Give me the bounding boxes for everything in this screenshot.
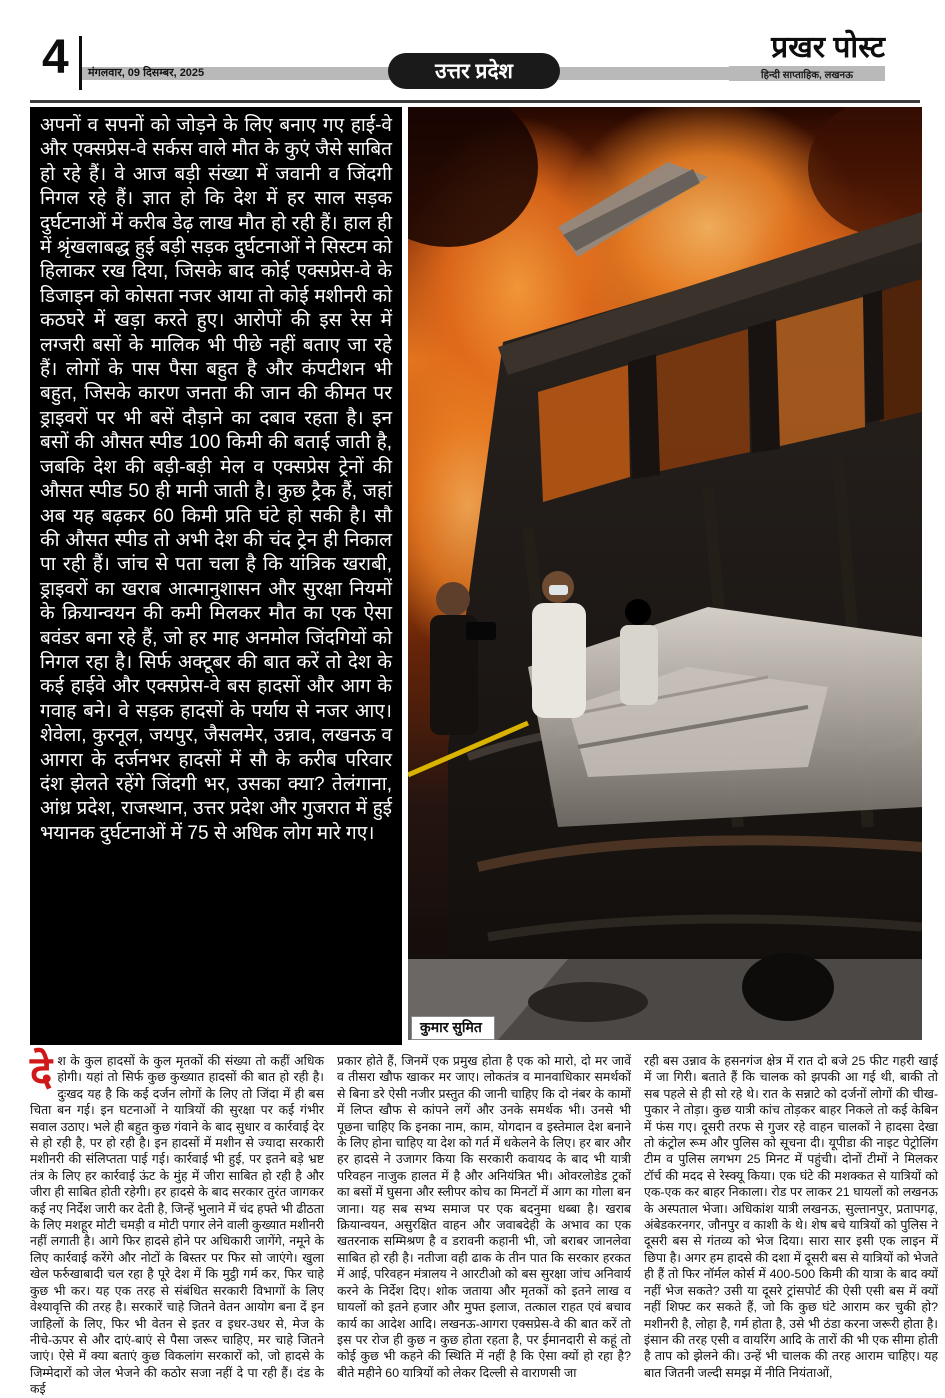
page-number: 4: [42, 31, 67, 84]
bottom-column-1-text: श के कुल हादसों के कुल मृतकों की संख्या तो कहीं अधिक होगी। यहां तो सिर्फ कुछ कुख्यात हादसों की बात हो रही है। दुःखद यह है कि कई दर्जन लोगों के लिए तो जिंदा में ही बस चिता बन गई। इन घटनाओं ने यात्रियों की सुरक्षा पर कई गंभीर सवाल उठाए। भले ही बहुत कुछ गंवाने के बाद सुधार व कार्रवाई देर से हो रही है, पर हो रही है। इन हादसों में मशीन से ज्यादा सरकारी मशीनरी की संलिप्तता पाई गई। कार्रवाई भी हुई, पर इतने बड़े भ्रष्ट तंत्र के लिए हर कार्रवाई ऊंट के मुंह में जीरा साबित हो रही है और जीरा ही साबित होती रहेगी। हर हादसे के बाद सरकार तुरंत जागकर कई नए निर्देश जारी कर देती है, जिन्हें भुलाने में चंद हफ्ते भी ढीठता के लिए मशहूर मोटी चमड़ी व मोटी पगार लेने वाली कुख्यात मशीनरी नहीं लगाती है। आगे फिर हादसे होने पर अधिकारी जागेंगे, नमूने के लिए कार्रवाई करेंगे और नोटों के बिस्तर पर फिर सो जाएंगे। खुला खेल फर्रुखाबादी चल रहा है पूरे देश में कि मुट्ठी गर्म कर, फिर चाहे कुछ भी कर। यह एक तरह से संबंधित सरकारी विभागों के लिए वेश्यावृत्ति की तरह है। सरकारें चाहे जितने वेतन आयोग बना दें इन जाहिलों के लिए, फिर भी वेतन से इतर व इधर-उधर से, मेज के नीचे-ऊपर से और दाएं-बाएं से पैसा जरूर चाहिए, मर चाहे जितने जाएं। ऐसे में क्या बताएं कुछ विकलांग सरकारों को, जो हादसे के जिम्मेदारों को जेल भेजने की कठोर सजा नहीं दे पा रही हैं। दंड के कई: [30, 1054, 324, 1397]
photo-credit: कुमार सुमित: [411, 1016, 495, 1040]
bottom-column-1: [30, 1048, 324, 1398]
dropcap: दे: [30, 1048, 53, 1095]
page-number-divider: [79, 36, 82, 90]
bus-fire-photo-art: [408, 107, 922, 1040]
bottom-column-3: [644, 1053, 938, 1398]
bottom-column-2: [337, 1053, 631, 1398]
masthead-subtitle-chip: [729, 66, 885, 81]
lead-article-text: अपनों व सपनों को जोड़ने के लिए बनाए गए हाई-वे और एक्सप्रेस-वे सर्कस वाले मौत के कुएं जैसे साबित हो रहे हैं। वे आज बड़ी संख्या में जवानी व जिंदगी निगल रहे हैं। ज्ञात हो कि देश में हर साल सड़क दुर्घटनाओं में करीब डेढ़ लाख मौत हो रही हैं। हाल ही में श्रृंखलाबद्ध हुई बड़ी सड़क दुर्घटनाओं ने सिस्टम को हिलाकर रख दिया, जिसके बाद कोई एक्सप्रेस-वे के डिजाइन को कोसता नजर आया तो कोई मशीनरी को कठघरे में खड़ा करते हुए। आरोपों की इस रेस में लग्जरी बसों के मालिक भी पीछे नहीं बताए जा रहे हैं। लोगों के पास पैसा बहुत है और कंपटीशन भी बहुत, जिसके कारण जनता की जान की कीमत पर ड्राइवरों पर भी बसें दौड़ाने का दबाव रहता है। इन बसों की औसत स्पीड 100 किमी की बताई जाती है, जबकि देश की बड़ी-बड़ी मेल व एक्सप्रेस ट्रेनों की औसत स्पीड 50 ही मानी जाती है। कुछ ट्रैक हैं, जहां अब यह बढ़कर 60 किमी प्रति घंटे हो सकी है। सौ की औसत स्पीड तो अभी देश की चंद ट्रेन ही निकाल पा रही हैं। जांच से पता चला है कि यांत्रिक खराबी, ड्राइवरों का खराब आत्मानुशासन और सुरक्षा नियमों के क्रियान्वयन की कमी मिलकर मौत का एक ऐसा बवंडर बना रहे हैं, जो हर माह अनमोल जिंदगियों को निगल रहा है। सिर्फ अक्टूबर की बात करें तो देश के कई हाईवे और एक्सप्रेस-वे बस हादसों और आग के गवाह बने। वे सड़क हादसों के पर्याय से नजर आए। शेवेला, कुरनूल, जयपुर, जैसलमेर, उन्नाव, लखनऊ व आगरा के दर्जनभर हादसों में सौ के करीब परिवार दंश झेलते रहेंगे जिंदगी भर, उसका क्या? तेलंगाना, आंध्र प्रदेश, राजस्थान, उत्तर प्रदेश और गुजरात में हुई भयानक दुर्घटनाओं में 75 से अधिक लोग मारे गए।: [40, 115, 392, 844]
bus-fire-photo: [408, 107, 922, 1040]
masthead-title: प्रखर पोस्ट: [771, 31, 885, 64]
bottom-column-3-text: रही बस उन्नाव के हसनगंज क्षेत्र में रात दो बजे 25 फीट गहरी खाई में जा गिरी। बताते हैं कि चालक को झपकी आ गई थी, बाकी तो सब पहले से ही सो रहे थे। रात के सन्नाटे को दर्जनों लोगों की चीख-पुकार ने तोड़ा। कुछ यात्री कांच तोड़कर बाहर निकले तो कई केबिन में फंस गए। दूसरी तरफ से गुजर रहे वाहन चालकों ने हादसा देखा तो कंट्रोल रूम और पुलिस को सूचना दी। यूपीडा की नाइट पेट्रोलिंग टीम व पुलिस लगभग 25 मिनट में पहुंची। दोनों टीमों ने मिलकर टॉर्च की मदद से रेस्क्यू किया। एक घंटे की मशक्कत से यात्रियों को एक-एक कर बाहर निकाला। रोड पर लाकर 21 घायलों को लखनऊ के अस्पताल भेजा। अधिकांश यात्री लखनऊ, सुल्तानपुर, प्रतापगढ़, अंबेडकरनगर, जौनपुर व काशी के थे। शेष बचे यात्रियों को पुलिस ने दूसरी बस से गंतव्य को भेज दिया। सारा सार इसी एक लाइन में छिपा है। अगर हम हादसे की दशा में दूसरी बस से यात्रियों को भेजते ही हैं तो फिर नॉर्मल कोर्स में 400-500 किमी की यात्रा के बाद क्यों नहीं भेज सकते? उसी या दूसरे ट्रांसपोर्ट की ऐसी एसी बस में क्यों नहीं शिफ्ट कर सकते हैं, जो कि कुछ घंटे आराम कर चुकी हो? मशीनरी है, लोहा है, गर्म होता है, उसे भी ठंडा करना जरूरी होता है। इंसान की तरह एसी व वायरिंग आदि के तारों की भी एक सीमा होती है ताप को झेलने की। उन्हें भी चालक की तरह आराम चाहिए। यह बात जितनी जल्दी समझ में नीति नियंताओं,: [644, 1054, 938, 1380]
bottom-column-2-text: प्रकार होते हैं, जिनमें एक प्रमुख होता है एक को मारो, दो मर जावें व तीसरा खौफ खाकर मर जाए। लोकतंत्र व मानवाधिकार समर्थकों से बिना डरे ऐसी नजीर प्रस्तुत की जानी चाहिए कि दो नंबर के कामों में लिप्त खौफ से कांपने लगें और उनके समर्थक भी। उनसे भी पूछना चाहिए कि इनका नाम, काम, योगदान व इस्तेमाल देश बनाने के लिए होना चाहिए या देश को गर्त में धकेलने के लिए। हर बार और हर हादसे ने उजागर किया कि सरकारी कवायद के बाद भी यात्री परिवहन नाजुक हालत में है और अनियंत्रित भी। ओवरलोडेड ट्रकों का बसों में घुसना और स्लीपर कोच का मिनटों में आग का गोला बन जाना। यह सब सभ्य समाज पर एक बदनुमा धब्बा है। खराब क्रियान्वयन, असुरक्षित वाहन और जवाबदेही के अभाव का एक खतरनाक सम्मिश्रण है व डरावनी कहानी भी, जो बराबर जानलेवा साबित हो रही है। नतीजा वही ढाक के तीन पात कि सरकार हरकत में आई, परिवहन मंत्रालय ने आरटीओ को बस सुरक्षा जांच अनिवार्य करने के निर्देश दिए। शोक जताया और मृतकों को इतने लाख व घायलों को इतने हजार और मुफ्त इलाज, तत्काल राहत एवं बचाव कार्य का आदेश आदि। लखनऊ-आगरा एक्सप्रेस-वे की बात करें तो इस पर रोज ही कुछ न कुछ होता रहता है, पर ईमानदारी से कहूं तो कोई कुछ भी कहने की स्थिति में नहीं है कि ऐसा क्यों हो रहा है? बीते महीने 60 यात्रियों को लेकर दिल्ली से वाराणसी जा: [337, 1054, 631, 1380]
masthead-subtitle: हिन्दी साप्ताहिक, लखनऊ: [761, 69, 853, 81]
bottom-article: [30, 1048, 938, 1398]
edition-date: मंगलवार, 09 दिसम्बर, 2025: [88, 67, 205, 79]
lead-article-reverse-block: [30, 107, 402, 1045]
section-badge: [388, 53, 560, 89]
page-header: [30, 31, 920, 100]
section-badge-label: उत्तर प्रदेश: [435, 60, 513, 83]
header-rule: [30, 100, 920, 103]
